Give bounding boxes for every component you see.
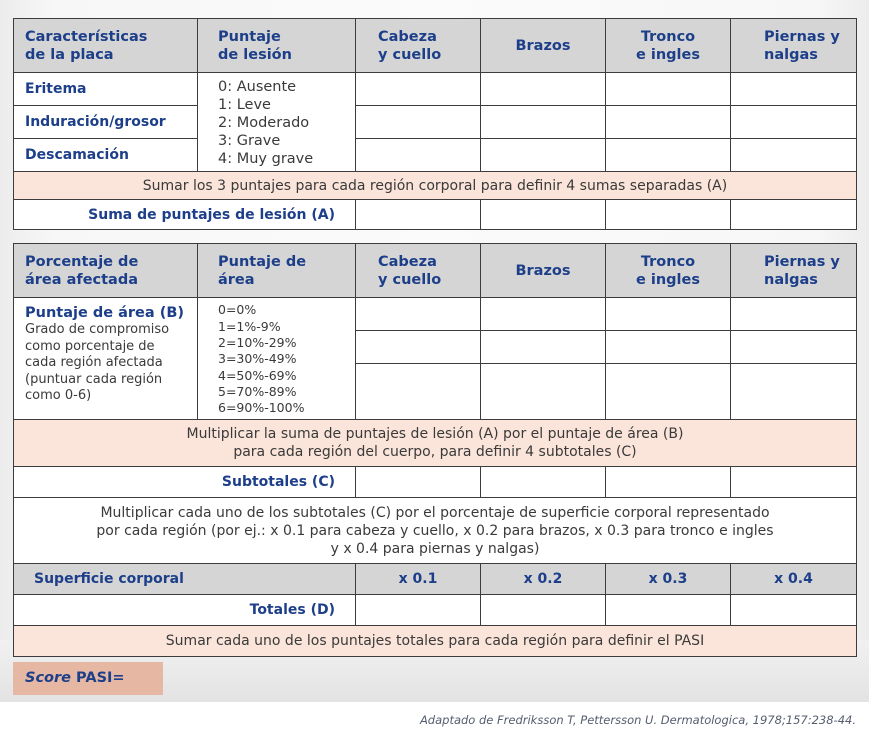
header-head-neck: Cabeza y cuello xyxy=(356,244,481,298)
instruction-row-surface xyxy=(14,498,857,564)
instruction-row-multiply xyxy=(14,420,857,467)
header-area-score: Puntaje de área xyxy=(198,244,356,298)
cell-area3-trunk[interactable] xyxy=(606,364,731,420)
area-score-table xyxy=(13,243,857,657)
cell-induration-head[interactable] xyxy=(356,106,481,139)
citation: Adaptado de Fredriksson T, Pettersson U. Dermatologica, 1978;157:238-44. xyxy=(419,713,856,727)
row-label-totals: Totales (D) xyxy=(14,595,356,626)
cell-induration-trunk[interactable] xyxy=(606,106,731,139)
cell-subtotal-legs[interactable] xyxy=(731,467,857,498)
row-label-erythema: Eritema xyxy=(14,73,198,106)
cell-area2-legs[interactable] xyxy=(731,331,857,364)
cell-induration-legs[interactable] xyxy=(731,106,857,139)
cell-desquamation-head[interactable] xyxy=(356,139,481,172)
header-trunk-groin: Tronco e ingles xyxy=(606,244,731,298)
lesion-score-table xyxy=(13,18,857,230)
instruction-pasi-text: Sumar cada uno de los puntajes totales para cada región para definir el PASI xyxy=(14,626,857,657)
area-score-title: Puntaje de área (B) xyxy=(25,305,185,321)
cell-total-head[interactable] xyxy=(356,595,481,626)
cell-erythema-head[interactable] xyxy=(356,73,481,106)
lesion-scale-legend: 0: Ausente 1: Leve 2: Moderado 3: Grave 4: Muy grave xyxy=(198,73,356,172)
row-label-lesion-sum: Suma de puntajes de lesión (A) xyxy=(14,200,356,230)
cell-sum-arms[interactable] xyxy=(481,200,606,230)
cell-area1-trunk[interactable] xyxy=(606,298,731,331)
header-trunk-groin: Tronco e ingles xyxy=(606,19,731,73)
cell-area3-legs[interactable] xyxy=(731,364,857,420)
cell-area3-arms[interactable] xyxy=(481,364,606,420)
table-row-induration xyxy=(14,106,857,139)
header-arms: Brazos xyxy=(481,244,606,298)
cell-area2-arms[interactable] xyxy=(481,331,606,364)
cell-area2-trunk[interactable] xyxy=(606,331,731,364)
cell-desquamation-trunk[interactable] xyxy=(606,139,731,172)
cell-desquamation-legs[interactable] xyxy=(731,139,857,172)
header-affected-area-percent: Porcentaje de área afectada xyxy=(14,244,198,298)
score-label-rest: PASI= xyxy=(71,670,125,686)
row-label-body-surface: Superficie corporal xyxy=(14,564,356,595)
score-label-italic: Score xyxy=(25,670,71,686)
table-row-erythema xyxy=(14,73,857,106)
row-label-desquamation: Descamación xyxy=(14,139,198,172)
header-lesion-score: Puntaje de lesión xyxy=(198,19,356,73)
instruction-multiply-text: Multiplicar la suma de puntajes de lesión (A) por el puntaje de área (B) para cada región del cuerpo, para definir 4 subtotales (C) xyxy=(14,420,857,467)
header-legs-buttocks: Piernas y nalgas xyxy=(731,244,857,298)
instruction-surface-text: Multiplicar cada uno de los subtotales (C) por el porcentaje de superficie corporal representado por cada región (por ej.: x 0.1 para cabeza y cuello, x 0.2 para brazos, x 0.3 para tronco e ingles y x 0.4 para piernas y nalgas) xyxy=(14,498,857,564)
cell-induration-arms[interactable] xyxy=(481,106,606,139)
table-row-desquamation xyxy=(14,139,857,172)
cell-area3-head[interactable] xyxy=(356,364,481,420)
header-legs-buttocks: Piernas y nalgas xyxy=(731,19,857,73)
table-row-subtotals xyxy=(14,467,857,498)
instruction-row-sum xyxy=(14,172,857,200)
cell-erythema-trunk[interactable] xyxy=(606,73,731,106)
table-row-totals xyxy=(14,595,857,626)
table1-header-row xyxy=(14,19,857,73)
table-row-lesion-sum xyxy=(14,200,857,230)
table2-header-row xyxy=(14,244,857,298)
cell-desquamation-arms[interactable] xyxy=(481,139,606,172)
header-arms: Brazos xyxy=(481,19,606,73)
pasi-score-field[interactable] xyxy=(13,662,163,695)
cell-subtotal-arms[interactable] xyxy=(481,467,606,498)
cell-sum-head[interactable] xyxy=(356,200,481,230)
cell-sum-trunk[interactable] xyxy=(606,200,731,230)
cell-subtotal-head[interactable] xyxy=(356,467,481,498)
cell-sum-legs[interactable] xyxy=(731,200,857,230)
cell-total-trunk[interactable] xyxy=(606,595,731,626)
multiplier-arms: x 0.2 xyxy=(481,564,606,595)
cell-total-legs[interactable] xyxy=(731,595,857,626)
cell-total-arms[interactable] xyxy=(481,595,606,626)
area-score-note: Grado de compromiso como porcentaje de cada región afectada (puntuar cada región como 0-6) xyxy=(25,322,170,403)
table-row-body-surface xyxy=(14,564,857,595)
instruction-sum-text: Sumar los 3 puntajes para cada región corporal para definir 4 sumas separadas (A) xyxy=(14,172,857,200)
cell-erythema-legs[interactable] xyxy=(731,73,857,106)
row-label-induration: Induración/grosor xyxy=(14,106,198,139)
multiplier-head: x 0.1 xyxy=(356,564,481,595)
cell-area1-arms[interactable] xyxy=(481,298,606,331)
row-label-subtotals: Subtotales (C) xyxy=(14,467,356,498)
cell-area1-head[interactable] xyxy=(356,298,481,331)
table-row-area-1 xyxy=(14,298,857,331)
cell-subtotal-trunk[interactable] xyxy=(606,467,731,498)
header-plaque-characteristics: Características de la placa xyxy=(14,19,198,73)
area-scale-legend: 0=0% 1=1%-9% 2=10%-29% 3=30%-49% 4=50%-69% 5=70%-89% 6=90%-100% xyxy=(198,298,356,420)
header-head-neck: Cabeza y cuello xyxy=(356,19,481,73)
multiplier-legs: x 0.4 xyxy=(731,564,857,595)
cell-area1-legs[interactable] xyxy=(731,298,857,331)
cell-area2-head[interactable] xyxy=(356,331,481,364)
area-score-description xyxy=(14,298,198,420)
cell-erythema-arms[interactable] xyxy=(481,73,606,106)
multiplier-trunk: x 0.3 xyxy=(606,564,731,595)
instruction-row-pasi xyxy=(14,626,857,657)
